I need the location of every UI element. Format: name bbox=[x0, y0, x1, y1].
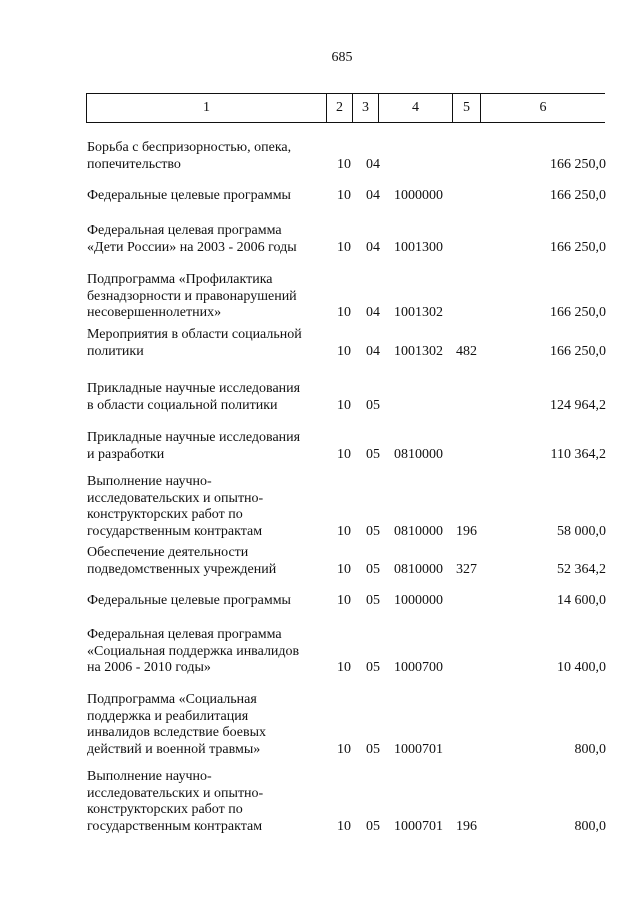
row-c2: 10 bbox=[337, 561, 351, 577]
row-c6: 14 600,0 bbox=[557, 593, 606, 608]
row-c4: 0810000 bbox=[394, 523, 443, 539]
row-c2: 10 bbox=[337, 660, 351, 675]
row-c6: 124 964,2 bbox=[550, 397, 606, 413]
header-col-6: 6 bbox=[539, 100, 547, 115]
row-c4: 0810000 bbox=[394, 561, 443, 577]
row-c2: 10 bbox=[337, 305, 351, 320]
row-c4: 0810000 bbox=[394, 446, 443, 462]
row-c3: 05 bbox=[366, 818, 380, 834]
row-c3: 05 bbox=[366, 397, 380, 413]
row-c6: 10 400,0 bbox=[557, 660, 606, 675]
row-c6: 800,0 bbox=[574, 818, 606, 834]
row-c2: 10 bbox=[337, 239, 351, 255]
row-c2: 10 bbox=[337, 343, 351, 359]
header-col-2: 2 bbox=[327, 94, 353, 122]
row-description: Федеральная целевая программа «Социальная поддержка инвалидов на 2006 - 2010 годы» bbox=[87, 627, 300, 675]
header-col-3: 3 bbox=[353, 94, 379, 122]
row-c6: 800,0 bbox=[574, 741, 606, 757]
page-number: 685 bbox=[331, 50, 353, 65]
row-c2: 10 bbox=[337, 446, 351, 462]
row-c3: 05 bbox=[366, 593, 380, 608]
header-col-1: 1 bbox=[87, 94, 327, 122]
row-c2: 10 bbox=[337, 523, 351, 539]
row-c4: 1000000 bbox=[394, 593, 443, 608]
row-c5: 327 bbox=[456, 561, 477, 577]
row-c6: 166 250,0 bbox=[550, 239, 606, 255]
row-c3: 05 bbox=[366, 446, 380, 462]
row-c4: 1000701 bbox=[394, 741, 443, 757]
row-c3: 05 bbox=[366, 660, 380, 675]
row-c3: 05 bbox=[366, 561, 380, 577]
row-c5: 482 bbox=[456, 343, 477, 359]
row-description: Подпрограмма «Профилактика безнадзорности и правонарушений несовершеннолетних» bbox=[87, 272, 297, 320]
row-c3: 04 bbox=[366, 305, 380, 320]
row-description: Выполнение научно- исследовательских и опытно- конструкторских работ по государственным контрактам bbox=[87, 769, 264, 834]
row-c2: 10 bbox=[337, 156, 351, 172]
row-c3: 05 bbox=[366, 741, 380, 757]
row-description: Обеспечение деятельности подведомственных учреждений bbox=[87, 545, 277, 577]
row-c6: 166 250,0 bbox=[550, 188, 606, 203]
row-c5: 196 bbox=[456, 523, 477, 539]
row-c6: 110 364,2 bbox=[550, 446, 606, 462]
row-c3: 04 bbox=[366, 239, 380, 255]
row-c4: 1001302 bbox=[394, 343, 443, 359]
row-description: Федеральная целевая программа «Дети России» на 2003 - 2006 годы bbox=[87, 223, 297, 255]
row-c2: 10 bbox=[337, 593, 351, 608]
header-col-4: 4 bbox=[379, 94, 453, 122]
row-c3: 04 bbox=[366, 343, 380, 359]
row-c4: 1000701 bbox=[394, 818, 443, 834]
row-description: Прикладные научные исследования и разработки bbox=[87, 430, 301, 462]
table-header bbox=[86, 93, 605, 123]
row-c4: 1000700 bbox=[394, 660, 443, 675]
row-c3: 05 bbox=[366, 523, 380, 539]
row-c4: 1000000 bbox=[394, 188, 443, 203]
row-c6: 166 250,0 bbox=[550, 156, 606, 172]
row-c6: 166 250,0 bbox=[550, 343, 606, 359]
row-description: Подпрограмма «Социальная поддержка и реабилитация инвалидов вследствие боевых действий и военной травмы» bbox=[87, 692, 267, 757]
row-c3: 04 bbox=[366, 188, 380, 203]
row-description: Федеральные целевые программы bbox=[87, 593, 291, 608]
row-c6: 58 000,0 bbox=[557, 523, 606, 539]
row-c2: 10 bbox=[337, 397, 351, 413]
row-description: Федеральные целевые программы bbox=[87, 188, 291, 203]
row-c6: 166 250,0 bbox=[550, 305, 606, 320]
header-col-5: 5 bbox=[453, 94, 481, 122]
row-c3: 04 bbox=[366, 156, 380, 172]
row-c4: 1001300 bbox=[394, 239, 443, 255]
row-c6: 52 364,2 bbox=[557, 561, 606, 577]
row-c2: 10 bbox=[337, 741, 351, 757]
row-c4: 1001302 bbox=[394, 305, 443, 320]
row-c5: 196 bbox=[456, 818, 477, 834]
row-c2: 10 bbox=[337, 818, 351, 834]
row-description: Прикладные научные исследования в области социальной политики bbox=[87, 381, 301, 413]
row-description: Выполнение научно- исследовательских и опытно- конструкторских работ по государственным контрактам bbox=[87, 474, 264, 539]
row-description: Мероприятия в области социальной политики bbox=[87, 327, 302, 359]
row-c2: 10 bbox=[337, 188, 351, 203]
row-description: Борьба с беспризорностью, опека, попечительство bbox=[87, 140, 292, 172]
